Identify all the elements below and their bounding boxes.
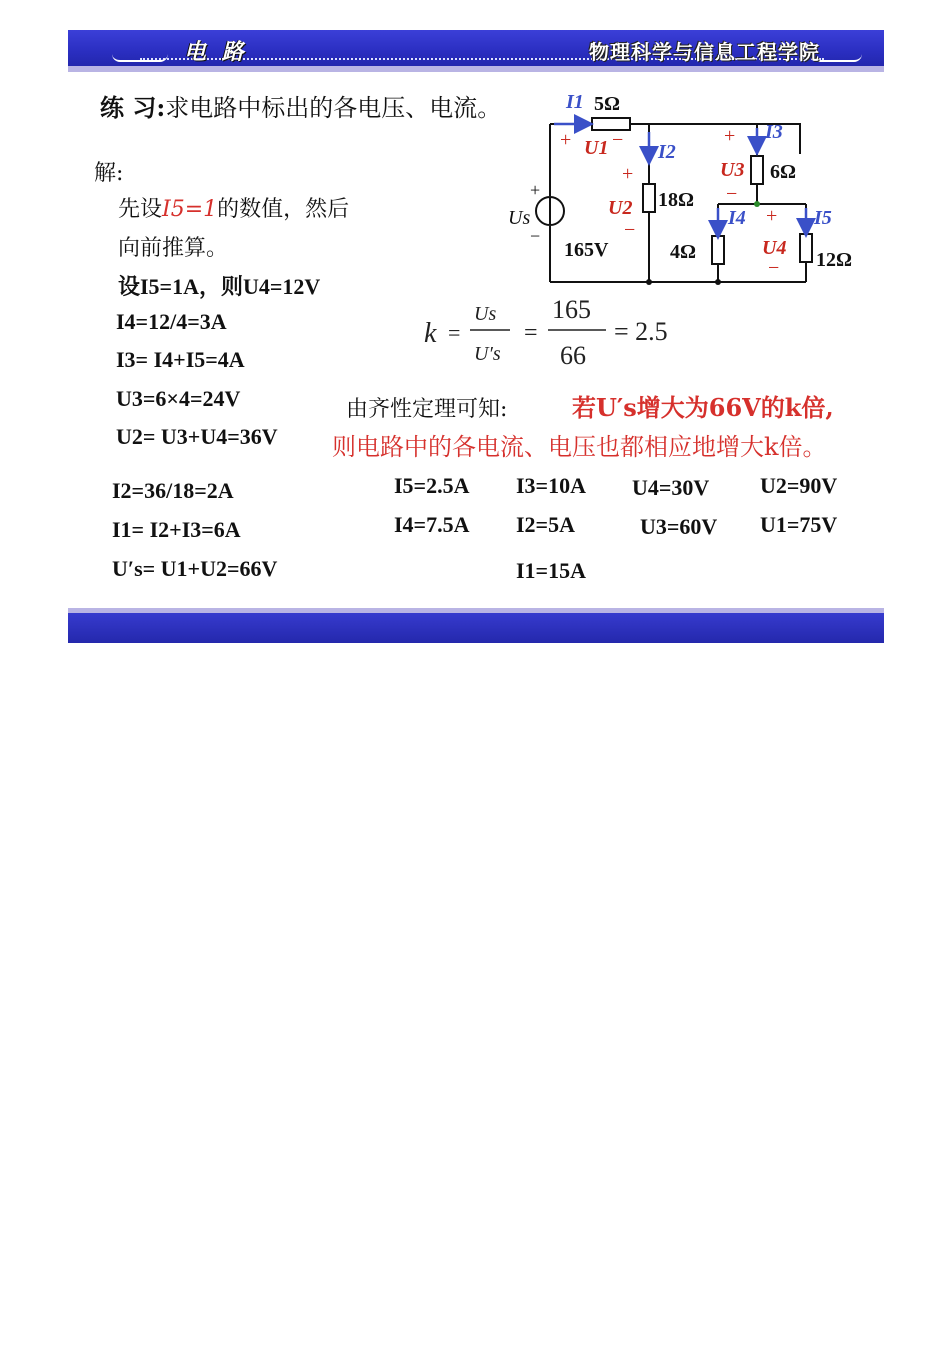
label-u3: U3 — [720, 159, 745, 181]
svg-text:−: − — [768, 257, 780, 279]
svg-text:−: − — [612, 129, 624, 151]
step-6: I2=36/18=2A — [112, 478, 234, 503]
label-i4: I4 — [728, 207, 746, 229]
theorem-red-line1: 若U′s增大为66V的k倍, — [572, 393, 834, 422]
value-18ohm: 18Ω — [658, 189, 695, 211]
formula-num-sym: Us — [474, 303, 497, 325]
result-i5: I5=2.5A — [394, 473, 470, 498]
top-banner-stripe — [68, 66, 884, 72]
svg-text:+: + — [560, 129, 572, 151]
formula-result: = 2.5 — [614, 317, 668, 346]
svg-text:−: − — [726, 183, 738, 205]
svg-text:=: = — [524, 320, 538, 346]
formula-den-val: 66 — [560, 341, 586, 370]
resistor-6ohm — [751, 156, 763, 184]
svg-text:=: = — [448, 320, 461, 345]
result-u3: U3=60V — [640, 514, 718, 539]
theorem-prefix: 由齐性定理可知: — [346, 397, 508, 422]
problem-text: 求电路中标出的各电压、电流。 — [165, 94, 502, 122]
problem-statement — [100, 88, 501, 123]
label-u1: U1 — [584, 137, 609, 159]
course-title: 电 路 — [184, 39, 248, 65]
school-name: 物理科学与信息工程学院 — [589, 40, 820, 64]
formula-k: k — [424, 318, 437, 349]
resistor-4ohm — [712, 236, 724, 264]
svg-text:+: + — [530, 180, 541, 200]
result-u4: U4=30V — [632, 475, 710, 500]
node-dot — [646, 279, 652, 285]
svg-text:+: + — [766, 205, 778, 227]
step-4: U3=6×4=24V — [116, 386, 241, 411]
swoosh-left-icon — [112, 54, 168, 62]
assume-red: I5=1 — [162, 197, 218, 222]
solution-assume-line1 — [118, 192, 349, 223]
value-12ohm: 12Ω — [816, 249, 853, 271]
result-i2: I2=5A — [516, 512, 575, 537]
assume-prefix: 先设 — [118, 197, 163, 222]
bottom-banner — [68, 608, 884, 643]
solution-label: 解: — [94, 161, 124, 186]
result-u2: U2=90V — [760, 473, 838, 498]
problem-label: 练 习: — [100, 93, 166, 122]
assume-suffix: 的数值，然后 — [217, 197, 350, 222]
value-4ohm: 4Ω — [670, 241, 697, 263]
formula-den-sym: U′s — [474, 343, 501, 365]
label-i5: I5 — [814, 207, 832, 229]
value-5ohm: 5Ω — [594, 93, 621, 115]
circuit-diagram — [508, 84, 868, 290]
step-1: 设I5=1A，则U4=12V — [118, 274, 321, 299]
k-formula — [420, 290, 720, 376]
node-dot — [754, 201, 760, 207]
result-i3: I3=10A — [516, 473, 586, 498]
step-5: U2= U3+U4=36V — [116, 424, 278, 449]
slide — [68, 30, 884, 643]
svg-text:−: − — [530, 226, 541, 246]
label-i3: I3 — [765, 121, 783, 143]
bottom-banner-stripe — [68, 608, 884, 613]
result-i4: I4=7.5A — [394, 512, 470, 537]
step-3: I3= I4+I5=4A — [116, 347, 245, 372]
value-source: 165V — [564, 239, 609, 261]
result-i1: I1=15A — [516, 558, 586, 583]
solution-assume-line2: 向前推算。 — [118, 236, 229, 261]
resistor-5ohm — [592, 118, 630, 130]
resistor-12ohm — [800, 234, 812, 262]
label-i2: I2 — [658, 141, 676, 163]
step-2: I4=12/4=3A — [116, 309, 227, 334]
top-banner — [68, 30, 884, 70]
label-us: Us — [508, 207, 531, 229]
resistor-18ohm — [643, 184, 655, 212]
formula-num-val: 165 — [552, 295, 591, 324]
result-u1: U1=75V — [760, 512, 838, 537]
step-7: I1= I2+I3=6A — [112, 517, 241, 542]
label-i1: I1 — [566, 91, 584, 113]
node-dot — [715, 279, 721, 285]
step-8: U′s= U1+U2=66V — [112, 556, 278, 581]
svg-text:+: + — [622, 163, 634, 185]
value-6ohm: 6Ω — [770, 161, 797, 183]
theorem-red-line2: 则电路中的各电流、电压也都相应地增大k倍。 — [332, 433, 827, 461]
label-u4: U4 — [762, 237, 787, 259]
svg-text:−: − — [624, 219, 636, 241]
label-u2: U2 — [608, 197, 633, 219]
svg-text:+: + — [724, 125, 736, 147]
